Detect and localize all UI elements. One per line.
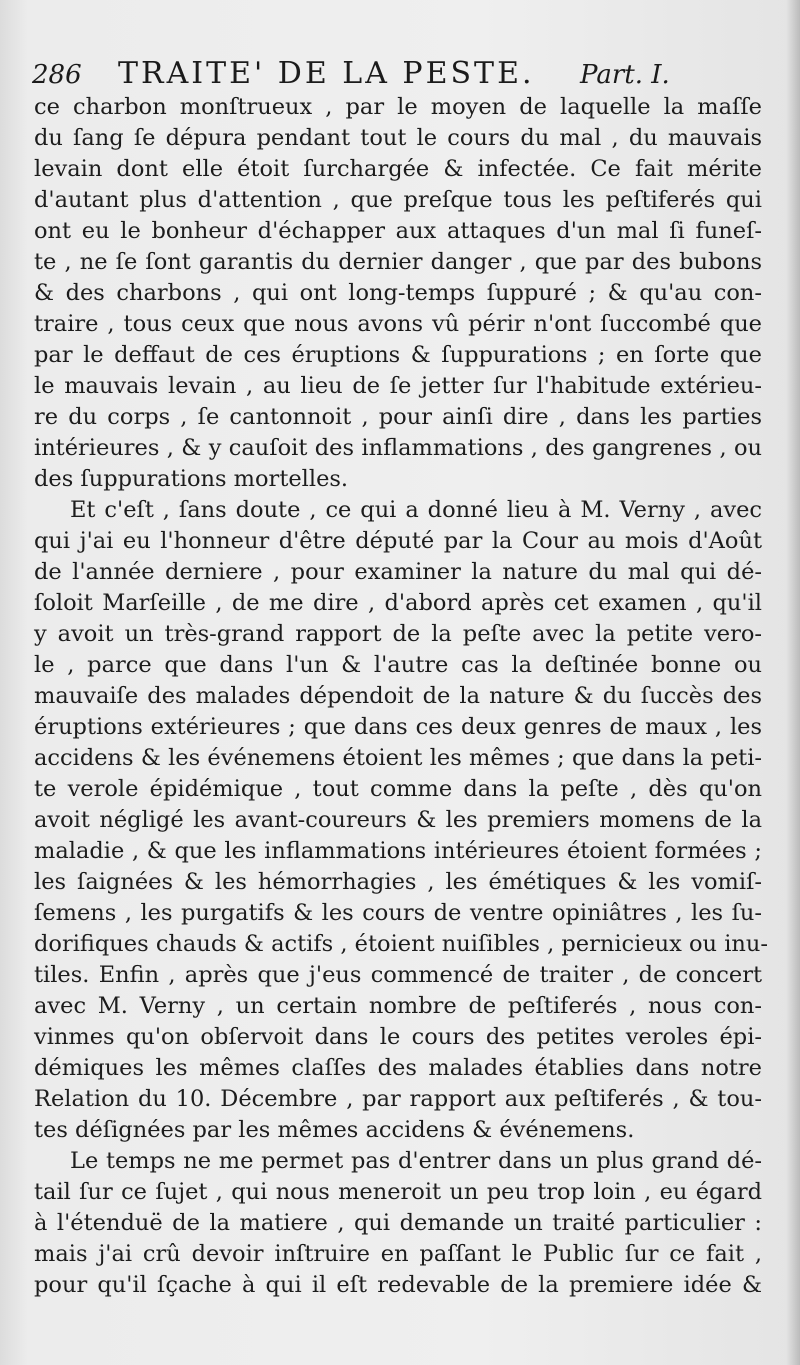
- text-line: le mauvais levain , au lieu de ſe jetter ſur l'habitude extérieu-: [34, 373, 762, 399]
- text-line: maladie , & que les inflammations intérieures étoient formées ;: [34, 838, 762, 864]
- text-line: démiques les mêmes claſſes des malades établies dans notre: [34, 1055, 762, 1081]
- text-line: re du corps , ſe cantonnoit , pour ainſi dire , dans les parties: [34, 404, 762, 430]
- page-spine-shadow: [786, 0, 800, 1365]
- text-line: par le deffaut de ces éruptions & ſuppurations ; en ſorte que: [34, 342, 762, 368]
- page-number: 286: [32, 60, 82, 90]
- text-line: d'autant plus d'attention , que preſque tous les peſtiferés qui: [34, 187, 762, 213]
- text-line: de l'année derniere , pour examiner la nature du mal qui dé-: [34, 559, 762, 585]
- running-title: TRAITE' DE LA PESTE.: [118, 56, 535, 91]
- paragraph-start-line: Le temps ne me permet pas d'entrer dans un plus grand dé-: [70, 1148, 762, 1174]
- text-line: des ſuppurations mortelles.: [34, 466, 349, 492]
- text-line: ont eu le bonheur d'échapper aux attaques d'un mal ſi funeſ-: [34, 218, 762, 244]
- text-line: éruptions extérieures ; que dans ces deux genres de maux , les: [34, 714, 762, 740]
- text-line: Relation du 10. Décembre , par rapport aux peſtiferés , & tou-: [34, 1086, 762, 1112]
- text-line: avec M. Verny , un certain nombre de peſtiferés , nous con-: [34, 993, 762, 1019]
- text-line: du ſang ſe dépura pendant tout le cours du mal , du mauvais: [34, 125, 762, 151]
- text-line: te verole épidémique , tout comme dans la peſte , dès qu'on: [34, 776, 762, 802]
- text-line: dorifiques chauds & actifs , étoient nuiſibles , pernicieux ou inu-: [34, 931, 768, 957]
- text-line: & des charbons , qui ont long-temps ſuppuré ; & qu'au con-: [34, 280, 762, 306]
- text-line: avoit négligé les avant-coureurs & les premiers momens de la: [34, 807, 762, 833]
- text-line: tiles. Enfin , après que j'eus commencé de traiter , de concert: [34, 962, 762, 988]
- paragraph-start-line: Et c'eſt , ſans doute , ce qui a donné lieu à M. Verny , avec: [70, 497, 762, 523]
- text-line: les ſaignées & les hémorrhagies , les émétiques & les vomiſ-: [34, 869, 762, 895]
- text-line: mauvaiſe des malades dépendoit de la nature & du ſuccès des: [34, 683, 762, 709]
- text-line: intérieures , & y cauſoit des inflammations , des gangrenes , ou: [34, 435, 762, 461]
- text-line: y avoit un très-grand rapport de la peſte avec la petite vero-: [34, 621, 762, 647]
- text-line: ſemens , les purgatifs & les cours de ventre opiniâtres , les ſu-: [34, 900, 762, 926]
- text-line: qui j'ai eu l'honneur d'être député par la Cour au mois d'Août: [34, 528, 762, 554]
- text-line: mais j'ai crû devoir inſtruire en paſſant le Public ſur ce fait ,: [34, 1241, 762, 1267]
- running-head: [32, 52, 762, 92]
- text-line: vinmes qu'on obſervoit dans le cours des petites veroles épi-: [34, 1024, 762, 1050]
- text-line: à l'étenduë de la matiere , qui demande un traité particulier :: [34, 1210, 762, 1236]
- text-line: tail ſur ce ſujet , qui nous meneroit un peu trop loin , eu égard: [34, 1179, 762, 1205]
- text-line: accidens & les événemens étoient les mêmes ; que dans la peti-: [34, 745, 762, 771]
- text-line: le , parce que dans l'un & l'autre cas la deſtinée bonne ou: [34, 652, 762, 678]
- text-line: pour qu'il ſçache à qui il eſt redevable de la premiere idée &: [34, 1272, 762, 1298]
- text-line: tes déſignées par les mêmes accidens & événemens.: [34, 1117, 635, 1143]
- running-part: Part. I.: [580, 60, 670, 90]
- text-line: ſoloit Marſeille , de me dire , d'abord après cet examen , qu'il: [34, 590, 762, 616]
- text-line: te , ne ſe ſont garantis du dernier danger , que par des bubons: [34, 249, 762, 275]
- text-line: ce charbon monſtrueux , par le moyen de laquelle la maſſe: [34, 94, 762, 120]
- body-text: [34, 92, 768, 1301]
- text-line: levain dont elle étoit ſurchargée & infectée. Ce fait mérite: [34, 156, 762, 182]
- text-line: traire , tous ceux que nous avons vû périr n'ont ſuccombé que: [34, 311, 762, 337]
